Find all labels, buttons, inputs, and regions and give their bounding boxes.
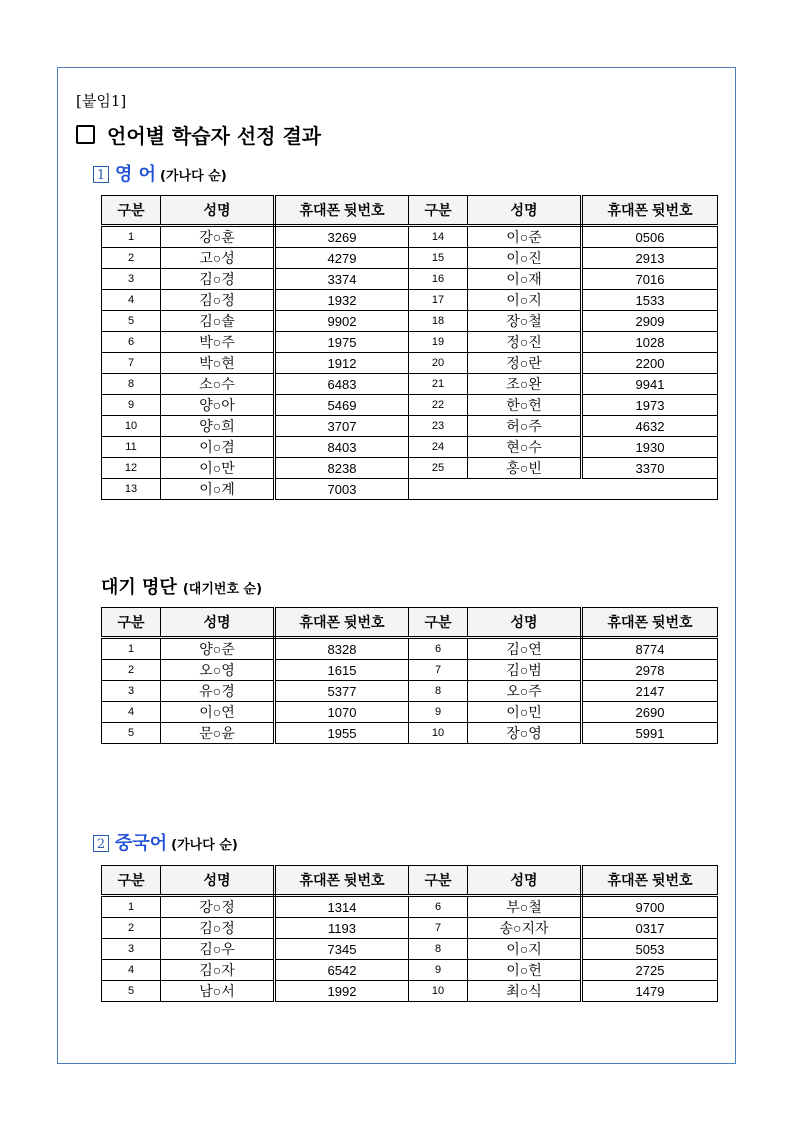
table-row — [102, 311, 718, 332]
learner-name: 최○식 — [468, 981, 582, 1002]
learner-name: 홍○빈 — [468, 458, 582, 479]
row-number: 10 — [102, 416, 161, 437]
learner-name: 조○완 — [468, 374, 582, 395]
phone-last-digits: 3370 — [582, 458, 718, 479]
empty-cell — [409, 479, 718, 500]
row-number: 9 — [409, 702, 468, 723]
phone-last-digits: 6542 — [275, 960, 409, 981]
row-number: 1 — [102, 638, 161, 660]
learner-name: 이○재 — [468, 269, 582, 290]
table-row — [102, 918, 718, 939]
row-number: 6 — [409, 896, 468, 918]
attachment-label: [붙임1] — [76, 92, 127, 110]
phone-last-digits: 0317 — [582, 918, 718, 939]
row-number: 6 — [409, 638, 468, 660]
row-number: 8 — [409, 939, 468, 960]
phone-last-digits: 1930 — [582, 437, 718, 458]
phone-last-digits: 9700 — [582, 896, 718, 918]
header-phone: 휴대폰 뒷번호 — [275, 608, 409, 638]
header-phone: 휴대폰 뒷번호 — [582, 866, 718, 896]
row-number: 22 — [409, 395, 468, 416]
learner-name: 이○계 — [161, 479, 275, 500]
section-note: (가나다 순) — [171, 838, 238, 853]
learner-name: 정○란 — [468, 353, 582, 374]
row-number: 4 — [102, 702, 161, 723]
table-row — [102, 723, 718, 744]
learner-name: 이○지 — [468, 290, 582, 311]
row-number: 11 — [102, 437, 161, 458]
header-name: 성명 — [468, 608, 582, 638]
learner-name: 이○겸 — [161, 437, 275, 458]
learner-name: 이○진 — [468, 248, 582, 269]
phone-last-digits: 2690 — [582, 702, 718, 723]
row-number: 2 — [102, 248, 161, 269]
table-row — [102, 638, 718, 660]
english-section-title — [93, 160, 227, 186]
row-number: 3 — [102, 939, 161, 960]
phone-last-digits: 8238 — [275, 458, 409, 479]
header-no: 구분 — [102, 196, 161, 226]
phone-last-digits: 3269 — [275, 226, 409, 248]
learner-name: 이○지 — [468, 939, 582, 960]
chinese-section-title — [93, 829, 238, 855]
row-number: 7 — [102, 353, 161, 374]
header-name: 성명 — [161, 196, 275, 226]
row-number: 13 — [102, 479, 161, 500]
table-row — [102, 479, 718, 500]
header-phone: 휴대폰 뒷번호 — [275, 866, 409, 896]
header-row — [102, 196, 718, 226]
phone-last-digits: 7345 — [275, 939, 409, 960]
header-no: 구분 — [409, 866, 468, 896]
row-number: 10 — [409, 981, 468, 1002]
main-title — [76, 120, 321, 149]
header-name: 성명 — [161, 866, 275, 896]
learner-name: 유○경 — [161, 681, 275, 702]
learner-name: 부○철 — [468, 896, 582, 918]
phone-last-digits: 4632 — [582, 416, 718, 437]
row-number: 5 — [102, 723, 161, 744]
header-no: 구분 — [102, 608, 161, 638]
phone-last-digits: 1932 — [275, 290, 409, 311]
learner-name: 한○헌 — [468, 395, 582, 416]
phone-last-digits: 2978 — [582, 660, 718, 681]
learner-name: 김○정 — [161, 918, 275, 939]
phone-last-digits: 1992 — [275, 981, 409, 1002]
phone-last-digits: 6483 — [275, 374, 409, 395]
header-name: 성명 — [161, 608, 275, 638]
header-phone: 휴대폰 뒷번호 — [582, 196, 718, 226]
row-number: 9 — [102, 395, 161, 416]
table-row — [102, 248, 718, 269]
phone-last-digits: 1479 — [582, 981, 718, 1002]
waitlist-note: (대기번호 순) — [182, 582, 263, 597]
english-table — [101, 195, 718, 500]
learner-name: 오○영 — [161, 660, 275, 681]
table-row — [102, 395, 718, 416]
row-number: 8 — [409, 681, 468, 702]
row-number: 5 — [102, 981, 161, 1002]
waitlist-title — [101, 573, 262, 599]
row-number: 17 — [409, 290, 468, 311]
phone-last-digits: 5377 — [275, 681, 409, 702]
learner-name: 김○범 — [468, 660, 582, 681]
row-number: 12 — [102, 458, 161, 479]
phone-last-digits: 1615 — [275, 660, 409, 681]
table-header — [102, 608, 718, 638]
learner-name: 이○만 — [161, 458, 275, 479]
learner-name: 정○진 — [468, 332, 582, 353]
phone-last-digits: 1955 — [275, 723, 409, 744]
phone-last-digits: 5053 — [582, 939, 718, 960]
learner-name: 김○자 — [161, 960, 275, 981]
section-number-box: 2 — [93, 835, 109, 852]
row-number: 14 — [409, 226, 468, 248]
phone-last-digits: 8403 — [275, 437, 409, 458]
table-row — [102, 416, 718, 437]
phone-last-digits: 0506 — [582, 226, 718, 248]
phone-last-digits: 4279 — [275, 248, 409, 269]
learner-name: 이○준 — [468, 226, 582, 248]
table-row — [102, 702, 718, 723]
row-number: 25 — [409, 458, 468, 479]
row-number: 24 — [409, 437, 468, 458]
row-number: 4 — [102, 290, 161, 311]
phone-last-digits: 1070 — [275, 702, 409, 723]
learner-name: 이○민 — [468, 702, 582, 723]
row-number: 7 — [409, 918, 468, 939]
table-row — [102, 981, 718, 1002]
phone-last-digits: 9941 — [582, 374, 718, 395]
table-row — [102, 458, 718, 479]
phone-last-digits: 1973 — [582, 395, 718, 416]
row-number: 7 — [409, 660, 468, 681]
table-row — [102, 939, 718, 960]
section-name: 영 어 — [115, 164, 157, 185]
phone-last-digits: 2725 — [582, 960, 718, 981]
learner-name: 강○정 — [161, 896, 275, 918]
learner-name: 박○현 — [161, 353, 275, 374]
table-row — [102, 681, 718, 702]
table-header — [102, 866, 718, 896]
phone-last-digits: 8774 — [582, 638, 718, 660]
section-note: (가나다 순) — [160, 169, 227, 184]
header-no: 구분 — [409, 196, 468, 226]
section-number-box: 1 — [93, 166, 109, 183]
waitlist-name: 대기 명단 — [101, 577, 177, 598]
phone-last-digits: 7016 — [582, 269, 718, 290]
row-number: 16 — [409, 269, 468, 290]
learner-name: 양○아 — [161, 395, 275, 416]
learner-name: 김○경 — [161, 269, 275, 290]
row-number: 1 — [102, 896, 161, 918]
chinese-table — [101, 865, 718, 1002]
row-number: 20 — [409, 353, 468, 374]
phone-last-digits: 7003 — [275, 479, 409, 500]
learner-name: 김○연 — [468, 638, 582, 660]
checkbox-square-icon — [76, 125, 95, 144]
phone-last-digits: 1314 — [275, 896, 409, 918]
phone-last-digits: 8328 — [275, 638, 409, 660]
row-number: 4 — [102, 960, 161, 981]
table-row — [102, 660, 718, 681]
phone-last-digits: 1028 — [582, 332, 718, 353]
header-row — [102, 608, 718, 638]
learner-name: 문○윤 — [161, 723, 275, 744]
table-row — [102, 374, 718, 395]
phone-last-digits: 5991 — [582, 723, 718, 744]
row-number: 18 — [409, 311, 468, 332]
learner-name: 이○연 — [161, 702, 275, 723]
header-name: 성명 — [468, 196, 582, 226]
learner-name: 장○영 — [468, 723, 582, 744]
learner-name: 박○주 — [161, 332, 275, 353]
table-header — [102, 196, 718, 226]
table-row — [102, 896, 718, 918]
learner-name: 강○훈 — [161, 226, 275, 248]
phone-last-digits: 1975 — [275, 332, 409, 353]
phone-last-digits: 1912 — [275, 353, 409, 374]
learner-name: 허○주 — [468, 416, 582, 437]
phone-last-digits: 1533 — [582, 290, 718, 311]
phone-last-digits: 2913 — [582, 248, 718, 269]
table-row — [102, 332, 718, 353]
header-phone: 휴대폰 뒷번호 — [582, 608, 718, 638]
learner-name: 소○수 — [161, 374, 275, 395]
waitlist-table — [101, 607, 718, 744]
learner-name: 고○성 — [161, 248, 275, 269]
phone-last-digits: 9902 — [275, 311, 409, 332]
row-number: 1 — [102, 226, 161, 248]
phone-last-digits: 2200 — [582, 353, 718, 374]
learner-name: 송○지자 — [468, 918, 582, 939]
row-number: 23 — [409, 416, 468, 437]
row-number: 10 — [409, 723, 468, 744]
row-number: 6 — [102, 332, 161, 353]
learner-name: 남○서 — [161, 981, 275, 1002]
learner-name: 양○희 — [161, 416, 275, 437]
table-row — [102, 353, 718, 374]
learner-name: 양○준 — [161, 638, 275, 660]
learner-name: 김○솔 — [161, 311, 275, 332]
row-number: 5 — [102, 311, 161, 332]
header-row — [102, 866, 718, 896]
phone-last-digits: 3374 — [275, 269, 409, 290]
phone-last-digits: 2147 — [582, 681, 718, 702]
row-number: 3 — [102, 681, 161, 702]
learner-name: 오○주 — [468, 681, 582, 702]
header-name: 성명 — [468, 866, 582, 896]
row-number: 21 — [409, 374, 468, 395]
table-row — [102, 960, 718, 981]
row-number: 15 — [409, 248, 468, 269]
table-row — [102, 269, 718, 290]
learner-name: 이○헌 — [468, 960, 582, 981]
table-row — [102, 290, 718, 311]
learner-name: 장○철 — [468, 311, 582, 332]
row-number: 3 — [102, 269, 161, 290]
phone-last-digits: 1193 — [275, 918, 409, 939]
row-number: 9 — [409, 960, 468, 981]
learner-name: 김○정 — [161, 290, 275, 311]
row-number: 19 — [409, 332, 468, 353]
phone-last-digits: 3707 — [275, 416, 409, 437]
phone-last-digits: 2909 — [582, 311, 718, 332]
header-no: 구분 — [102, 866, 161, 896]
section-name: 중국어 — [115, 833, 168, 854]
header-no: 구분 — [409, 608, 468, 638]
row-number: 2 — [102, 660, 161, 681]
phone-last-digits: 5469 — [275, 395, 409, 416]
table-row — [102, 437, 718, 458]
learner-name: 김○우 — [161, 939, 275, 960]
row-number: 2 — [102, 918, 161, 939]
main-title-text: 언어별 학습자 선정 결과 — [107, 124, 322, 148]
row-number: 8 — [102, 374, 161, 395]
learner-name: 현○수 — [468, 437, 582, 458]
header-phone: 휴대폰 뒷번호 — [275, 196, 409, 226]
table-row — [102, 226, 718, 248]
